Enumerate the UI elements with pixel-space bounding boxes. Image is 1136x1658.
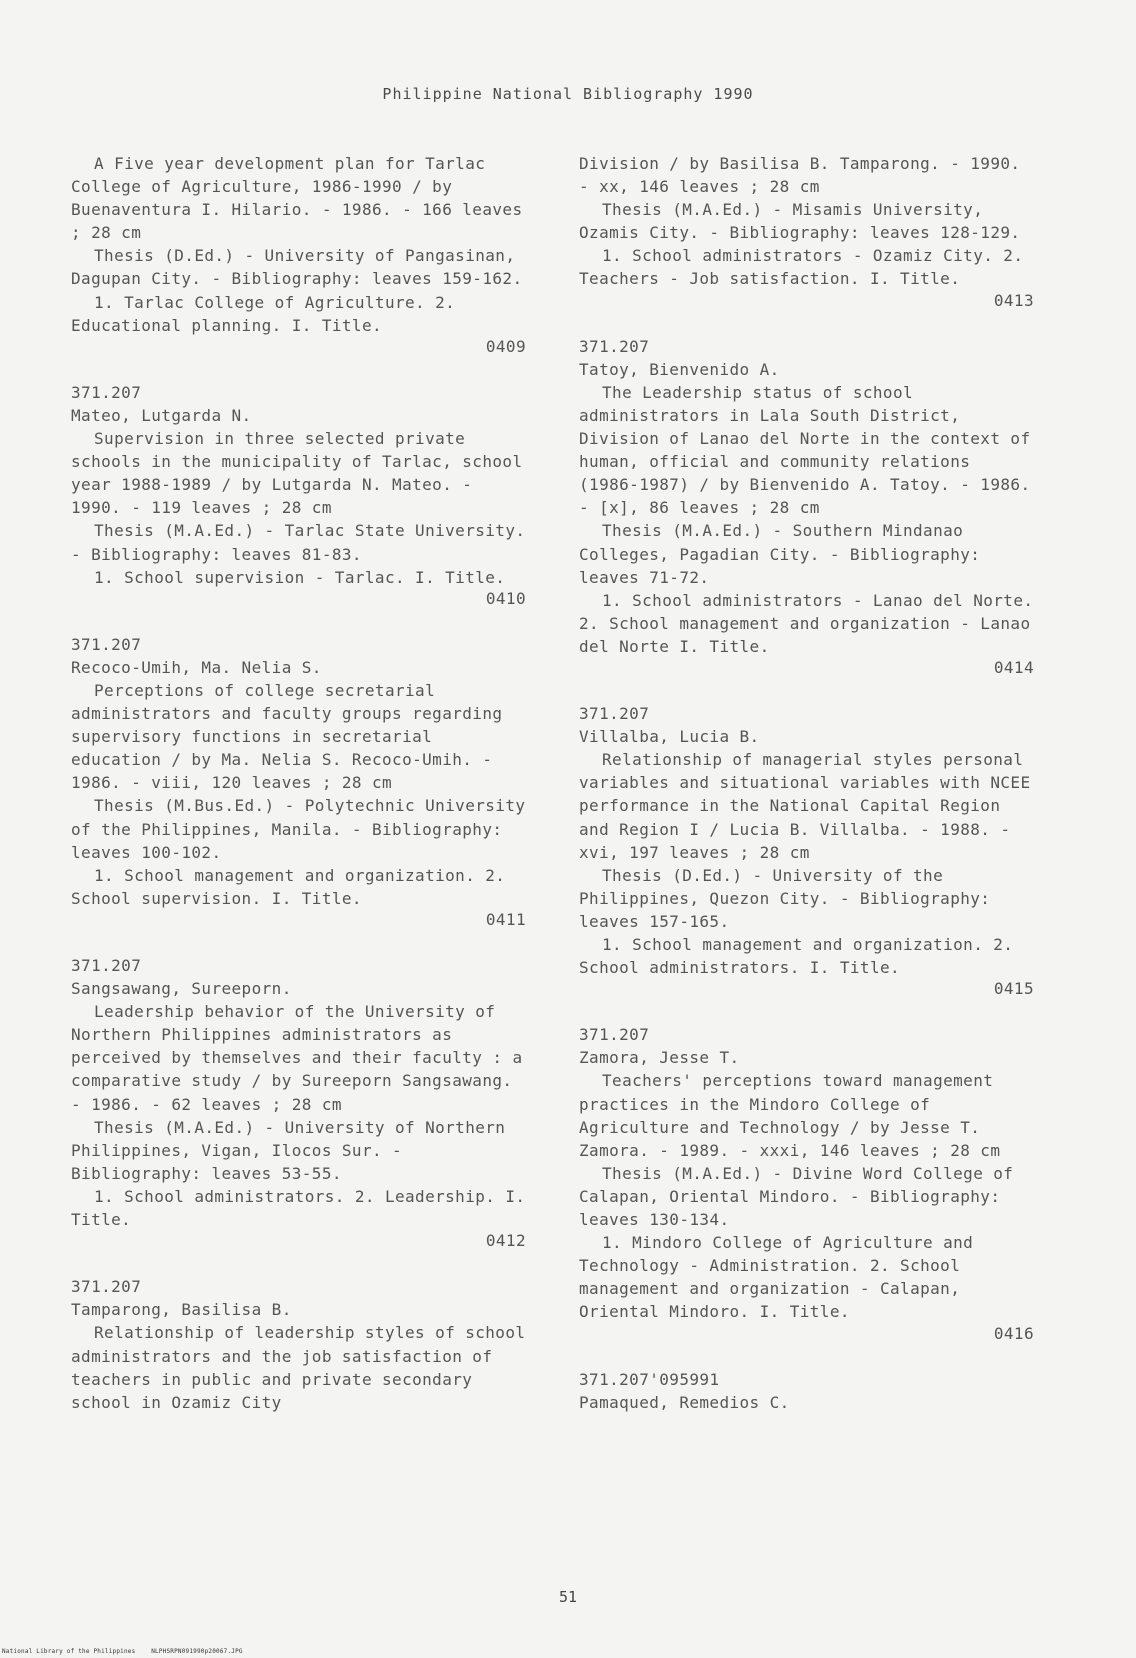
entry-title: Leadership behavior of the University of Northern Philippines administrators as perceived by themselves and their faculty : a comparative study / by Sureeporn Sangsawang. - 1986. - 62 leaves ; 28 cm [71, 1002, 523, 1114]
entry-subjects: 1. School management and organization. 2. School administrators. I. Title. [579, 935, 1014, 978]
entry-note: Thesis (D.Ed.) - University of the Philippines, Quezon City. - Bibliography: leaves 157-165. [579, 865, 991, 931]
entry-author: Mateo, Lutgarda N. [71, 405, 252, 425]
entry-title: Relationship of managerial styles personal variables and situational variables with NCEE performance in the National Capital Region and Region I / Lucia B. Villalba. - 1988. - xvi, 197 leaves ; 28 cm [579, 750, 1031, 862]
entry-author: Zamora, Jesse T. [579, 1048, 740, 1068]
entry-0413-start [71, 1275, 526, 1414]
class-number: 371.207 [579, 336, 650, 356]
entry-author: Tatoy, Bienvenido A. [579, 359, 780, 379]
entry-note: Thesis (M.A.Ed.) - Misamis University, Ozamis City. - Bibliography: leaves 128-129. [579, 200, 1021, 243]
entry-0409 [71, 152, 526, 358]
entry-title: Teachers' perceptions toward management practices in the Mindoro College of Agriculture and Technology / by Jesse T. Zamora. - 1989. - xxxi, 146 leaves ; 28 cm [579, 1071, 1001, 1160]
entry-0413-continued [579, 152, 1034, 312]
entry-subjects: 1. School administrators - Lanao del Norte. 2. School management and organization - Lanao del Norte I. Title. [579, 590, 1034, 656]
entry-0412 [71, 954, 526, 1252]
entry-subjects: 1. School management and organization. 2. School supervision. I. Title. [71, 865, 506, 908]
scan-footer [2, 1648, 243, 1655]
entry-0410 [71, 381, 526, 610]
class-number: 371.207 [579, 1025, 650, 1045]
entry-author: Sangsawang, Sureeporn. [71, 979, 292, 999]
entry-subjects: 1. Mindoro College of Agriculture and Technology - Administration. 2. School management and organization - Calapan, Oriental Mindoro. I. Title. [579, 1233, 974, 1322]
library-credit: National Library of the Philippines [2, 1648, 136, 1655]
entry-note: Thesis (M.A.Ed.) - Divine Word College of Calapan, Oriental Mindoro. - Bibliography: leaves 130-134. [579, 1163, 1014, 1230]
entry-number: 0414 [993, 657, 1034, 677]
page-title: Philippine National Bibliography 1990 [382, 85, 754, 103]
class-number: 371.207'095991 [579, 1369, 720, 1389]
entry-author: Tamparong, Basilisa B. [71, 1300, 292, 1320]
entry-title: The Leadership status of school administrators in Lala South District, Division of Lanao del Norte in the context of human, official and community relations (1986-1987) / by Bienvenido A. Tatoy. - 1986. - [x], 86 leaves ; 28 cm [579, 382, 1031, 518]
entry-author: Recoco-Umih, Ma. Nelia S. [71, 657, 322, 677]
page-number: 51 [558, 1588, 578, 1606]
class-number: 371.207 [71, 1277, 142, 1297]
class-number: 371.207 [579, 704, 650, 724]
entry-number: 0409 [485, 336, 526, 356]
entry-0414 [579, 335, 1034, 679]
entry-note: Thesis (M.A.Ed.) - Tarlac State University. - Bibliography: leaves 81-83. [71, 521, 526, 564]
entry-number: 0412 [485, 1231, 526, 1251]
entry-title: Perceptions of college secretarial administrators and faculty groups regarding supervisory functions in secretarial education / by Ma. Nelia S. Recoco-Umih. - 1986. - viii, 120 leaves ; 28 cm [71, 680, 503, 793]
entry-subjects: 1. School administrators - Ozamiz City. 2. Teachers - Job satisfaction. I. Title. [579, 246, 1024, 289]
entry-title: A Five year development plan for Tarlac College of Agriculture, 1986-1990 / by Buenaventura I. Hilario. - 1986. - 166 leaves ; 28 cm [71, 154, 523, 243]
entry-0411 [71, 633, 526, 931]
entry-number: 0411 [485, 909, 526, 929]
class-number: 371.207 [71, 956, 142, 975]
entry-subjects: 1. School administrators. 2. Leadership. I. Title. [71, 1186, 526, 1230]
entry-subjects: 1. Tarlac College of Agriculture. 2. Educational planning. I. Title. [71, 292, 456, 335]
entry-note: Thesis (M.A.Ed.) - Southern Mindanao Colleges, Pagadian City. - Bibliography: leaves 71-72. [579, 521, 981, 587]
entry-0415 [579, 702, 1034, 1000]
entry-number: 0415 [993, 979, 1034, 999]
class-number: 371.207 [71, 382, 142, 402]
class-number: 371.207 [71, 634, 142, 654]
entry-note: Thesis (M.Bus.Ed.) - Polytechnic University of the Philippines, Manila. - Bibliography: leaves 100-102. [71, 796, 526, 862]
entry-number: 0410 [485, 588, 526, 608]
entry-note: Thesis (D.Ed.) - University of Pangasinan, Dagupan City. - Bibliography: leaves 159-162. [71, 246, 523, 289]
right-column [579, 152, 1034, 1414]
left-column [71, 152, 526, 1414]
entry-0417-start [579, 1368, 1034, 1414]
entry-author: Pamaqued, Remedios C. [579, 1392, 790, 1412]
entry-title: Supervision in three selected private schools in the municipality of Tarlac, school year 1988-1989 / by Lutgarda N. Mateo. - 1990. - 119 leaves ; 28 cm [71, 429, 523, 518]
entry-subjects: 1. School supervision - Tarlac. I. Title. [94, 567, 506, 587]
entry-note: Thesis (M.A.Ed.) - University of Northern Philippines, Vigan, Ilocos Sur. - Bibliography: leaves 53-55. [71, 1117, 506, 1183]
entry-number: 0413 [993, 290, 1034, 310]
entry-title: Division / by Basilisa B. Tamparong. - 1990. - xx, 146 leaves ; 28 cm [579, 154, 1021, 197]
entry-title: Relationship of leadership styles of school administrators and the job satisfaction of teachers in public and private secondary school in Ozamiz City [71, 1323, 526, 1412]
entry-0416 [579, 1023, 1034, 1344]
entry-author: Villalba, Lucia B. [579, 727, 760, 747]
entry-number: 0416 [993, 1323, 1034, 1343]
file-name: NLPHSRPN091990p20067.JPG [151, 1648, 243, 1655]
